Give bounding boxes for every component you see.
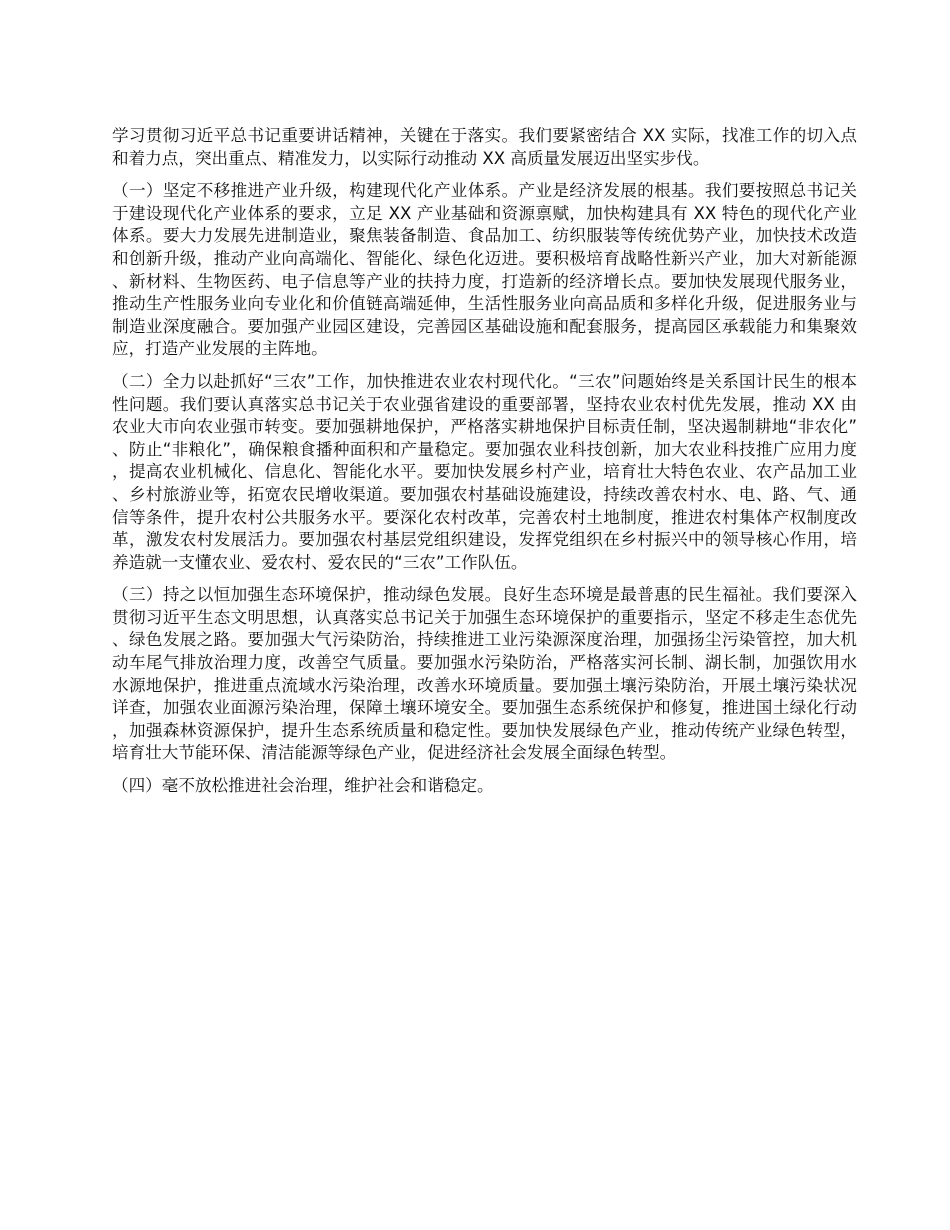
document-body <box>112 125 857 808</box>
section-three-paragraph: （三）持之以恒加强生态环境保护，推动绿色发展。良好生态环境是最普惠的民生福祉。我们要深入贯彻习近平生态文明思想，认真落实总书记关于加强生态环境保护的重要指示，坚定不移走生态优先、绿色发展之路。要加强大气污染防治，持续推进工业污染源深度治理，加强扬尘污染管控，加大机动车尾气排放治理力度，改善空气质量。要加强水污染防治，严格落实河长制、湖长制，加强饮用水水源地保护，推进重点流域水污染治理，改善水环境质量。要加强土壤污染防治，开展土壤污染状况详查，加强农业面源污染治理，保障土壤环境安全。要加强生态系统保护和修复，推进国土绿化行动，加强森林资源保护，提升生态系统质量和稳定性。要加快发展绿色产业，推动传统产业绿色转型，培育壮大节能环保、清洁能源等绿色产业，促进经济社会发展全面绿色转型。 <box>112 585 857 763</box>
section-one-paragraph: （一）坚定不移推进产业升级，构建现代化产业体系。产业是经济发展的根基。我们要按照总书记关于建设现代化产业体系的要求，立足 XX 产业基础和资源禀赋，加快构建具有 XX 特色的现代化产业体系。要大力发展先进制造业，聚焦装备制造、食品加工、纺织服装等传统优势产业，加快技术改造和创新升级，推动产业向高端化、智能化、绿色化迈进。要积极培育战略性新兴产业，加大对新能源、新材料、生物医药、电子信息等产业的扶持力度，打造新的经济增长点。要加快发展现代服务业，推动生产性服务业向专业化和价值链高端延伸，生活性服务业向高品质和多样化升级，促进服务业与制造业深度融合。要加强产业园区建设，完善园区基础设施和配套服务，提高园区承载能力和集聚效应，打造产业发展的主阵地。 <box>112 181 857 359</box>
section-two-paragraph: （二）全力以赴抓好“三农”工作，加快推进农业农村现代化。“三农”问题始终是关系国计民生的根本性问题。我们要认真落实总书记关于农业强省建设的重要部署，坚持农业农村优先发展，推动 XX 由农业大市向农业强市转变。要加强耕地保护，严格落实耕地保护目标责任制，坚决遏制耕地“非农化”、防止“非粮化”，确保粮食播种面积和产量稳定。要加强农业科技创新，加大农业科技推广应用力度，提高农业机械化、信息化、智能化水平。要加快发展乡村产业，培育壮大特色农业、农产品加工业、乡村旅游业等，拓宽农民增收渠道。要加强农村基础设施建设，持续改善农村水、电、路、气、通信等条件，提升农村公共服务水平。要深化农村改革，完善农村土地制度，推进农村集体产权制度改革，激发农村发展活力。要加强农村基层党组织建设，发挥党组织在乡村振兴中的领导核心作用，培养造就一支懂农业、爱农村、爱农民的“三农”工作队伍。 <box>112 371 857 572</box>
intro-paragraph: 学习贯彻习近平总书记重要讲话精神，关键在于落实。我们要紧密结合 XX 实际，找准工作的切入点和着力点，突出重点、精准发力，以实际行动推动 XX 高质量发展迈出坚实步伐。 <box>112 126 857 168</box>
section-four-heading: （四）毫不放松推进社会治理，维护社会和谐稳定。 <box>112 776 494 796</box>
